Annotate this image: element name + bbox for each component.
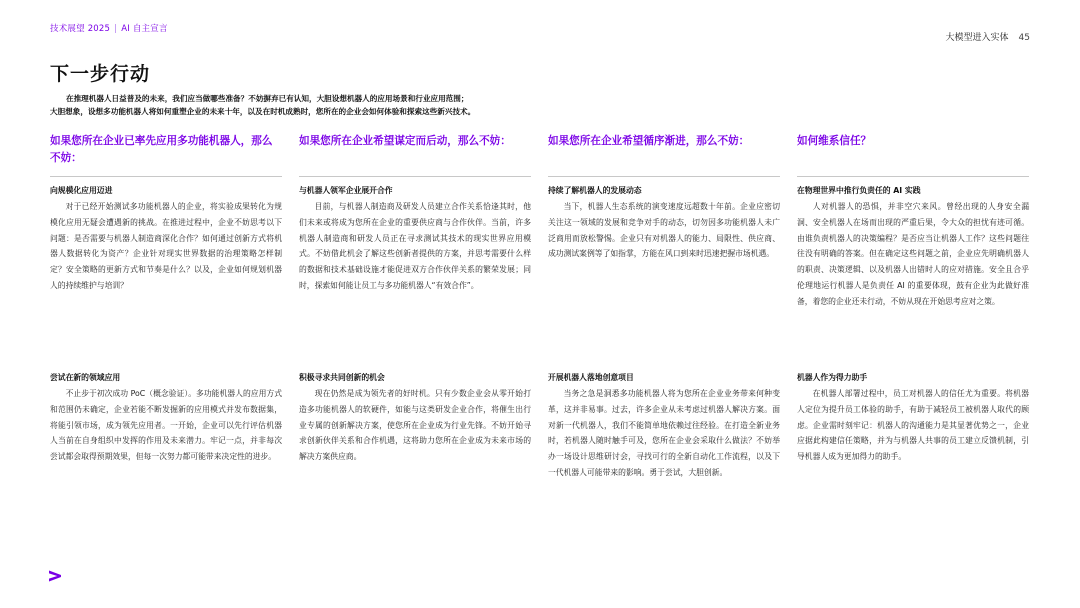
section-body: 对于已经开始测试多功能机器人的企业，将实验成果转化为规模化应用无疑会遭遇新的挑战。在推进过程中，企业不妨思考以下问题：是否需要与机器人制造商深化合作？如何通过创新方式将机器人数据转化为资产？企业针对现实世界数据的治理策略怎样制定？安全策略的更新方式和节奏是什么？以及，企业如何规划机器人的持续维护与培训？ xyxy=(50,202,282,290)
intro-paragraph xyxy=(50,92,570,118)
header-breadcrumb xyxy=(50,22,168,34)
section-body: 当务之急是洞悉多功能机器人将为您所在企业业务带来何种变革，这并非易事。过去，许多企业从未考虑过机器人解决方案。面对新一代机器人，我们不能简单地依赖过往经验。在打造全新业务时，若机器人随时触手可及，您所在企业会采取什么做法？不妨举办一场设计思维研讨会，寻找可行的全新自动化工作流程，以及下一代机器人可能带来的影响。勇于尝试，大胆创新。 xyxy=(548,389,780,477)
section-body: 人对机器人的恐惧，并非空穴来风。曾经出现的人身安全漏洞、安全机器人在场而出现的严重后果，令大众的担忧有迹可循。由谁负责机器人的决策编程？是否应当让机器人工作？这些问题往往没有明确的答案。但在确定这些问题之前，企业应先明确机器人的职责、决策逻辑、以及机器人出错时人的应对措施。安全且合乎伦理地运行机器人是负责任 AI 的重要体现，鼓有企业为此做好准备，着您的企业还未行动，不妨从现在开始思考应对之策。 xyxy=(797,202,1029,306)
section-track-developments xyxy=(548,185,780,262)
intro-line-1: 在推理机器人日益普及的未来，我们应当做哪些准备？不妨摒弃已有认知，大胆设想机器人的应用场景和行业应用范围； xyxy=(66,94,469,103)
section-title: 与机器人领军企业展开合作 xyxy=(299,186,393,195)
section-title: 在物理世界中推行负责任的 AI 实践 xyxy=(797,186,921,195)
section-body: 目前，与机器人制造商及研发人员建立合作关系恰逢其时，他们未来或将成为您所在企业的重要供应商与合作伙伴。当前，许多机器人制造商和研发人员正在寻求测试其技术的现实世界应用模式。不妨借此机会了解这些创新者提供的方案，并思考需要什么样的数据和技术基础设施才能促进双方合作伙伴关系的繁荣发展；同时，探索如何能让员工与多功能机器人“有效合作”。 xyxy=(299,202,531,290)
section-title: 持续了解机器人的发展动态 xyxy=(548,186,642,195)
section-robot-assistant xyxy=(797,372,1029,465)
section-title: 尝试在新的领域应用 xyxy=(50,373,121,382)
column-divider xyxy=(50,176,282,177)
column-divider xyxy=(548,176,780,177)
section-title: 开展机器人落地创意项目 xyxy=(548,373,634,382)
section-body: 在机器人部署过程中，员工对机器人的信任尤为重要。将机器人定位为提升员工体验的助手，有助于减轻员工被机器人取代的顾虑。企业需时刻牢记：机器人的沟通能力是其显著优势之一，企业应据此构建信任策略，并为与机器人共事的员工建立反馈机制，引导机器人成为更加得力的助手。 xyxy=(797,389,1029,462)
page-title: 下一步行动 xyxy=(50,63,151,85)
column-divider xyxy=(797,176,1029,177)
section-body: 不止步于初次成功 PoC（概念验证）。多功能机器人的应用方式和范围仍未确定，企业若能不断发掘新的应用模式并发布数据集，将能引领市场，成为领先应用者。一开始，企业可以先行评估机器人当前在自身组织中发挥的作用及未来潜力。牢记一点，并非每次尝试都会取得预期效果，但每一次努力都可能带来决定性的进步。 xyxy=(50,389,282,462)
report-subtitle: AI 自主宣言 xyxy=(121,24,168,34)
page-number: 45 xyxy=(1018,33,1030,43)
header-chapter xyxy=(946,30,1030,43)
section-body: 当下，机器人生态系统的演变速度远超数十年前。企业应密切关注这一领域的发展和竞争对手的动态，切勿因多功能机器人未广泛商用而放松警惕。企业只有对机器人的能力、局限性、供应商、成功测试案例等了如指掌，方能在风口到来时迅速把握市场机遇。 xyxy=(548,202,780,259)
column-heading-trust: 如何维系信任？ xyxy=(797,135,872,147)
section-title: 积极寻求共同创新的机会 xyxy=(299,373,385,382)
section-partner-leaders xyxy=(299,185,531,294)
column-heading-gradual: 如果您所在企业希望循序渐进，那么不妨： xyxy=(548,135,750,147)
column-divider xyxy=(299,176,531,177)
section-body: 现在仍然是成为领先者的好时机。只有少数企业会从零开始打造多功能机器人的软硬件，如能与这类研发企业合作，将催生出行业专属的创新解决方案，使您所在企业成为行业先锋。不妨开始寻求创新伙伴关系和合作机遇，这将助力您所在企业成为未来市场的解决方案供应商。 xyxy=(299,389,531,462)
column-heading-pioneer: 如果您所在企业已率先应用多功能机器人，那么不妨： xyxy=(50,135,273,164)
report-title: 技术展望 2025 xyxy=(50,24,111,34)
chevron-right-logo-icon xyxy=(48,569,62,583)
section-responsible-ai xyxy=(797,185,1029,310)
section-title: 向规模化应用迈进 xyxy=(50,186,113,195)
section-pilot-projects xyxy=(548,372,780,481)
section-new-domains xyxy=(50,372,282,465)
section-scale-up xyxy=(50,185,282,294)
section-title: 机器人作为得力助手 xyxy=(797,373,868,382)
chapter-title: 大模型进入实体 xyxy=(945,33,1009,43)
column-heading-planned: 如果您所在企业希望谋定而后动，那么不妨： xyxy=(299,135,511,147)
intro-line-2: 大胆想象，设想多功能机器人将如何重塑企业的未来十年，以及在时机成熟时，您所在的企业会如何体验和探索这些新兴技术。 xyxy=(50,107,476,116)
header-separator: | xyxy=(114,24,118,34)
section-co-innovation xyxy=(299,372,531,465)
